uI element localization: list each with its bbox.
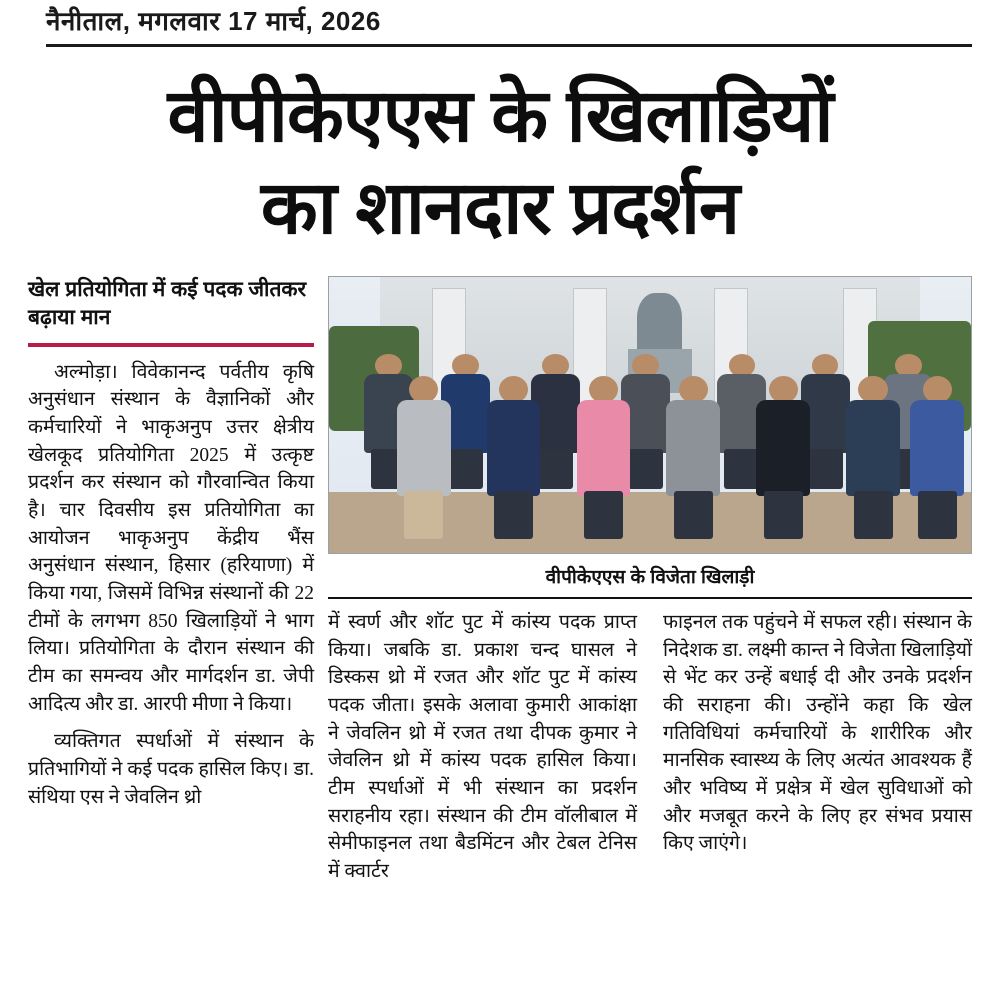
- photo-person: [573, 376, 634, 536]
- headline-line-2: का शानदार प्रदर्शन: [260, 165, 740, 249]
- paragraph: फाइनल तक पहुंचने में सफल रही। संस्थान के निदेशक डा. लक्ष्मी कान्त ने विजेता खिलाड़ियों से भेंट कर उन्हें बधाई दी और उनके प्रदर्शन की सराहना की। उन्होंने कहा कि खेल गतिविधियां कर्मचारियों के शारीरिक और मानसिक स्वास्थ्य के लिए अत्यंत आवश्यक हैं और भविष्य में प्रक्षेत्र में खेल सुविधाओं को और मजबूत करने के लिए हर संभव प्रयास किए जाएंगे।: [663, 611, 972, 855]
- headline-line-1: वीपीकेएएस के खिलाड़ियों: [167, 74, 833, 157]
- photo-person: [393, 376, 454, 536]
- paragraph: में स्वर्ण और शॉट पुट में कांस्य पदक प्राप्त किया। जबकि डा. प्रकाश चन्द घासल ने डिस्कस थ्रो में रजत और शॉट पुट में कांस्य पदक जीता। इसके अलावा कुमारी आकांक्षा ने जेवलिन थ्रो में रजत तथा दीपक कुमार ने जेवलिन थ्रो में कांस्य पदक हासिल किया। टीम स्पर्धाओं में भी संस्थान का प्रदर्शन सराहनीय रहा। संस्थान की टीम वॉलीबाल में सेमीफाइनल तथा बैडमिंटन और टेबल टेनिस में क्वार्टर: [328, 611, 637, 882]
- photo-person: [753, 376, 814, 536]
- middle-column-text: [328, 609, 650, 896]
- kicker-text: खेल प्रतियोगिता में कई पदक जीतकर बढ़ाया मान: [28, 277, 307, 330]
- caption-divider: [328, 597, 972, 599]
- paragraph: व्यक्तिगत स्पर्धाओं में संस्थान के प्रतिभागियों ने कई पदक हासिल किए। डा. संथिया एस ने जेवलिन थ्रो: [28, 731, 314, 808]
- right-column-text: [650, 609, 972, 896]
- column-left: [28, 276, 328, 822]
- dateline-text: नैनीताल, मगलवार 17 मार्च, 2026: [46, 6, 381, 36]
- dateline-area: [28, 0, 972, 58]
- page-title: [28, 58, 972, 248]
- text-columns: [328, 609, 972, 896]
- photo-block: [328, 276, 972, 599]
- photo-caption: वीपीकेएएस के विजेता खिलाड़ी: [545, 566, 755, 588]
- photo-person: [483, 376, 544, 536]
- photo-person: [663, 376, 724, 536]
- photo-statue: [637, 293, 682, 354]
- left-column-text: [28, 359, 314, 812]
- kicker-divider: [28, 343, 314, 347]
- dateline-divider: [46, 44, 972, 47]
- article-body: [28, 276, 972, 896]
- article-photo: [328, 276, 972, 554]
- column-right: [328, 276, 972, 896]
- photo-person: [843, 376, 904, 536]
- photo-person: [907, 376, 968, 536]
- paragraph: अल्मोड़ा। विवेकानन्द पर्वतीय कृषि अनुसंधान संस्थान के वैज्ञानिकों और कर्मचारियों ने भाकृअनुप उत्तर क्षेत्रीय खेलकूद प्रतियोगिता 2025 में उत्कृष्ट प्रदर्शन कर संस्थान को गौरवान्वित किया है। चार दिवसीय इस प्रतियोगिता का आयोजन भाकृअनुप केंद्रीय भैंस अनुसंधान संस्थान, हिसार (हरियाणा) में किया गया, जिसमें विभिन्न संस्थानों की 22 टीमों के लगभग 850 खिलाड़ियों ने भाग लिया। प्रतियोगिता के दौरान संस्थान की टीम का समन्वय और मार्गदर्शन डा. जेपी आदित्य और डा. आरपी मीणा ने किया।: [28, 361, 314, 715]
